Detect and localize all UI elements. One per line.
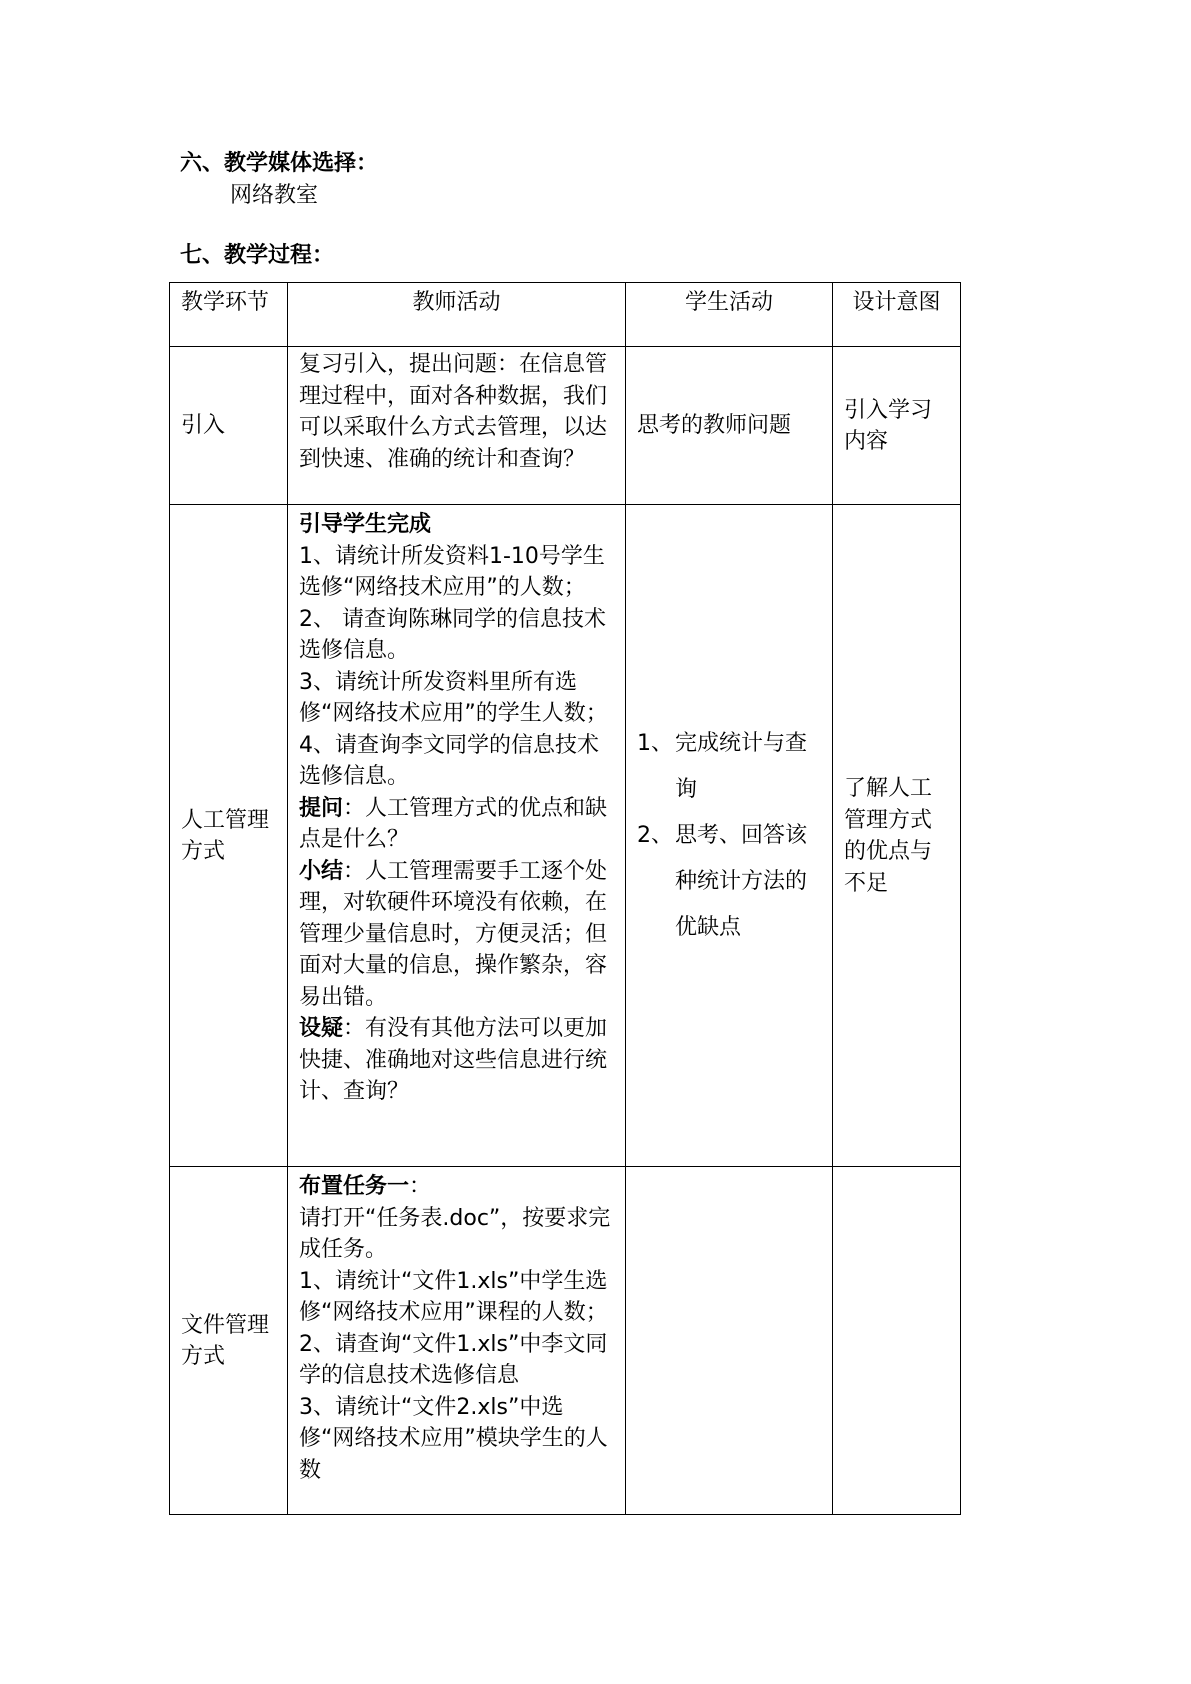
- teacher-paragraph: [299, 1171, 614, 1203]
- item-number: 1、: [637, 731, 673, 756]
- paragraph-text: ：人工管理方式的优点和缺点是什么？: [299, 795, 608, 852]
- teacher-paragraph: [299, 856, 614, 1014]
- teacher-paragraph: [299, 349, 614, 475]
- paragraph-text: 1、请统计所发资料1-10号学生选修“网络技术应用”的人数；: [299, 543, 605, 600]
- section6-content: 网络教室: [230, 183, 319, 208]
- list-item: [637, 813, 821, 951]
- student-activity-cell: 思考的教师问题: [626, 347, 833, 505]
- student-activity-list: [637, 721, 821, 951]
- list-item: [637, 721, 821, 813]
- teacher-paragraph: [299, 541, 614, 604]
- teacher-paragraph: [299, 1013, 614, 1108]
- header-stage: 教学环节: [170, 283, 288, 347]
- paragraph-text: 请打开“任务表.doc”，按要求完成任务。: [299, 1205, 611, 1262]
- student-activity-cell: [626, 505, 833, 1167]
- emphasis-label: 布置任务一: [299, 1174, 410, 1199]
- item-text: 思考、回答该种统计方法的优缺点: [675, 823, 808, 940]
- header-teacher: 教师活动: [288, 283, 626, 347]
- emphasis-label: 小结: [299, 858, 344, 884]
- item-text: 完成统计与查询: [675, 731, 808, 802]
- table-row: [170, 1167, 961, 1515]
- paragraph-text: 2、 请查询陈琳同学的信息技术选修信息。: [299, 606, 606, 663]
- teacher-paragraph: [299, 1392, 614, 1487]
- table-row: [170, 347, 961, 505]
- header-student: 学生活动: [626, 283, 833, 347]
- table-header-row: [170, 283, 961, 347]
- table-row: [170, 505, 961, 1167]
- header-intent: 设计意图: [833, 283, 961, 347]
- student-activity-cell: [626, 1167, 833, 1515]
- paragraph-text: 2、请查询“文件1.xls”中李文同学的信息技术选修信息: [299, 1331, 608, 1388]
- paragraph-text: ：人工管理需要手工逐个处理，对软硬件环境没有依赖，在管理少量信息时，方便灵活；但面对大量的信息，操作繁杂，容易出错。: [299, 858, 608, 1010]
- teacher-activity-cell: [288, 505, 626, 1167]
- teacher-paragraph: [299, 793, 614, 856]
- design-intent-cell: [833, 1167, 961, 1515]
- paragraph-text: 4、请查询李文同学的信息技术选修信息。: [299, 732, 599, 789]
- teacher-paragraph: [299, 667, 614, 730]
- paragraph-text: 1、请统计“文件1.xls”中学生选修“网络技术应用”课程的人数；: [299, 1268, 608, 1325]
- teacher-paragraph: [299, 730, 614, 793]
- section7-heading: 七、教学过程：: [180, 243, 335, 268]
- teacher-paragraph: [299, 1266, 614, 1329]
- teacher-activity-cell: [288, 347, 626, 505]
- design-intent-cell: 了解人工管理方式的优点与不足: [833, 505, 961, 1167]
- paragraph-text: ：有没有其他方法可以更加快捷、准确地对这些信息进行统计、查询？: [299, 1016, 608, 1104]
- teacher-paragraph: [299, 509, 614, 541]
- teaching-process-table: [169, 282, 961, 1515]
- section6-heading: 六、教学媒体选择：: [180, 151, 379, 176]
- emphasis-label: 提问: [299, 795, 344, 821]
- paragraph-text: 3、请统计所发资料里所有选修“网络技术应用”的学生人数；: [299, 669, 608, 726]
- stage-cell: 人工管理方式: [170, 505, 288, 1167]
- stage-cell: 引入: [170, 347, 288, 505]
- teacher-paragraph: [299, 604, 614, 667]
- item-number: 2、: [637, 823, 673, 848]
- paragraph-text: 复习引入，提出问题：在信息管理过程中，面对各种数据，我们可以采取什么方式去管理，以达到快速、准确的统计和查询？: [299, 352, 608, 472]
- teacher-activity-cell: [288, 1167, 626, 1515]
- design-intent-cell: 引入学习内容: [833, 347, 961, 505]
- emphasis-label: 引导学生完成: [299, 512, 432, 537]
- paragraph-text: 3、请统计“文件2.xls”中选修“网络技术应用”模块学生的人数: [299, 1394, 608, 1483]
- emphasis-label: 设疑: [299, 1016, 344, 1041]
- paragraph-text: ：: [409, 1174, 432, 1199]
- stage-cell: 文件管理方式: [170, 1167, 288, 1515]
- teacher-paragraph: [299, 1203, 614, 1266]
- teacher-paragraph: [299, 1329, 614, 1392]
